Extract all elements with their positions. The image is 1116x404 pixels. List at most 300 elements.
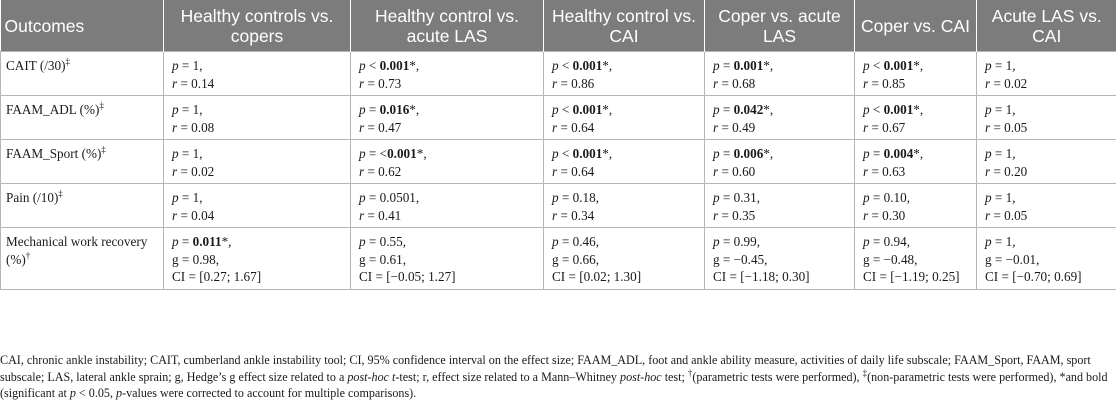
p-symbol: p <box>172 190 179 205</box>
stat-cell <box>977 228 1116 290</box>
p-symbol: p <box>713 102 720 117</box>
test-type-mark: ‡ <box>101 144 106 155</box>
table-row <box>1 52 1116 96</box>
p-symbol: p <box>713 234 720 249</box>
p-symbol: p <box>985 58 992 73</box>
column-header: Healthy controls vs. copers <box>164 0 351 52</box>
p-value-line: p = 1, <box>985 190 1016 205</box>
p-operator: = <box>991 58 1006 73</box>
ci-value: [0.27; 1.67] <box>199 269 262 284</box>
ci-value: [−0.70; 0.69] <box>1012 269 1082 284</box>
r-symbol: r <box>172 75 178 91</box>
p-symbol: p <box>552 102 559 117</box>
stat-cell <box>855 228 977 290</box>
r-value: 0.05 <box>1004 207 1028 223</box>
p-operator: = <box>365 234 380 249</box>
p-value-line: p = 0.10, <box>863 190 910 205</box>
p-symbol: p <box>552 190 559 205</box>
r-symbol: r <box>552 75 558 91</box>
p-value: 1 <box>192 102 200 117</box>
effect-size-line: r = 0.63 <box>863 163 906 179</box>
p-symbol: p <box>985 102 992 117</box>
p-operator: = <box>991 190 1006 205</box>
p-symbol: p <box>172 58 179 73</box>
outcome-cell <box>1 140 164 184</box>
g-value: −0.01 <box>1005 251 1037 267</box>
p-symbol: p <box>172 102 179 117</box>
p-value-line: p = 1, <box>172 58 203 73</box>
stat-cell <box>351 52 544 96</box>
ci-value: [−1.19; 0.25] <box>890 269 960 284</box>
footnote-text: CAI, chronic ankle instability; CAIT, cumberland ankle instability tool; CI, 95% confidence interval on the effect size; FAAM_ADL, foot and ankle ability measure, activities of daily life subscale; FAAM_Sport, FAAM, sport subscale; LAS, lateral ankle sprain; g, Hedge’s g effect size related to a <box>0 353 1091 384</box>
column-header: Acute LAS vs. CAI <box>977 0 1116 52</box>
r-value: 0.30 <box>882 207 906 223</box>
p-value-line: p = 1, <box>985 234 1016 249</box>
significance-mark: * <box>409 58 416 73</box>
effect-size-line: r = 0.14 <box>172 75 215 91</box>
r-symbol: r <box>863 163 869 179</box>
effect-size-line: r = 0.05 <box>985 207 1028 223</box>
r-value: 0.60 <box>732 163 756 179</box>
stat-cell <box>705 96 855 140</box>
ci-value: [−0.05; 1.27] <box>386 269 456 284</box>
footnote-text: test; <box>661 369 688 384</box>
p-operator: = <box>869 234 884 249</box>
p-value: 0.001 <box>572 146 603 161</box>
p-operator: < <box>365 58 380 73</box>
column-header: Coper vs. acute LAS <box>705 0 855 52</box>
p-value: 0.55 <box>379 234 403 249</box>
p-operator: = <box>178 190 193 205</box>
p-value: 0.0501 <box>379 190 416 205</box>
outcome-cell <box>1 96 164 140</box>
footnote-text: post-hoc <box>620 369 662 384</box>
r-value: 0.05 <box>1004 119 1028 135</box>
effect-size-line: g = 0.61, <box>359 251 406 267</box>
p-value: 0.006 <box>733 146 764 161</box>
stat-cell <box>977 52 1116 96</box>
r-value: 0.73 <box>378 75 402 91</box>
effect-size-line: r = 0.20 <box>985 163 1028 179</box>
ci-value: [0.02; 1.30] <box>579 269 642 284</box>
stat-cell <box>544 140 705 184</box>
r-value: 0.68 <box>732 75 756 91</box>
p-symbol: p <box>863 58 870 73</box>
footnote-text: post-hoc t <box>347 369 396 384</box>
footnote-text: and bold (significant at <box>0 369 1108 400</box>
r-symbol: r <box>985 163 991 179</box>
r-value: 0.02 <box>1004 75 1028 91</box>
r-value: 0.02 <box>191 163 215 179</box>
outcome-cell <box>1 184 164 228</box>
r-symbol: r <box>985 119 991 135</box>
significance-mark: * <box>409 102 416 117</box>
p-operator: < <box>869 102 884 117</box>
p-value: 0.042 <box>733 102 764 117</box>
g-value: 0.98 <box>192 251 216 267</box>
significance-mark: * <box>763 146 770 161</box>
g-value: −0.48 <box>883 251 915 267</box>
confidence-interval-line: CI = [0.27; 1.67] <box>172 269 262 284</box>
stat-cell <box>164 228 351 290</box>
p-symbol: p <box>863 102 870 117</box>
p-operator: = <box>719 146 734 161</box>
p-value-line: p = 1, <box>985 58 1016 73</box>
p-symbol: p <box>713 146 720 161</box>
r-symbol: r <box>713 75 719 91</box>
effect-size-line: r = 0.64 <box>552 163 595 179</box>
stat-cell <box>705 228 855 290</box>
p-value-line: p < 0.001*, <box>863 58 924 73</box>
footnote-mark: * <box>1059 369 1066 384</box>
p-value: 0.016 <box>379 102 410 117</box>
p-symbol: p <box>985 146 992 161</box>
effect-size-line: r = 0.08 <box>172 119 215 135</box>
p-value-line: p = 0.46, <box>552 234 599 249</box>
p-symbol: p <box>552 234 559 249</box>
footnote-mark: ‡ <box>862 367 868 378</box>
r-symbol: r <box>863 75 869 91</box>
effect-size-line: r = 0.64 <box>552 119 595 135</box>
r-value: 0.64 <box>571 119 595 135</box>
r-value: 0.63 <box>882 163 906 179</box>
r-value: 0.85 <box>882 75 906 91</box>
r-symbol: r <box>172 163 178 179</box>
p-value: 0.001 <box>379 58 410 73</box>
r-symbol: r <box>172 207 178 223</box>
effect-size-line: r = 0.35 <box>713 207 756 223</box>
p-operator: = < <box>365 146 388 161</box>
significance-mark: * <box>913 58 920 73</box>
r-symbol: r <box>552 119 558 135</box>
r-symbol: r <box>359 75 365 91</box>
p-symbol: p <box>359 190 366 205</box>
r-symbol: r <box>359 207 365 223</box>
footnote-mark: † <box>687 367 693 378</box>
p-value-line: p = 0.31, <box>713 190 760 205</box>
r-value: 0.20 <box>1004 163 1028 179</box>
footnote-text: p <box>69 386 76 400</box>
p-value: 0.004 <box>883 146 914 161</box>
p-value-line: p = 0.016*, <box>359 102 420 117</box>
effect-size-line: r = 0.41 <box>359 207 402 223</box>
r-value: 0.34 <box>571 207 595 223</box>
p-operator: < <box>558 58 573 73</box>
p-value-line: p = 0.011*, <box>172 234 232 249</box>
effect-size-line: r = 0.34 <box>552 207 595 223</box>
p-value-line: p < 0.001*, <box>359 58 420 73</box>
stat-cell <box>544 96 705 140</box>
p-value: 1 <box>1005 58 1013 73</box>
outcome-label: FAAM_Sport (%) <box>6 146 102 161</box>
test-type-mark: ‡ <box>99 100 104 111</box>
footnote-text: (non-parametric tests were performed), <box>867 369 1060 384</box>
p-value-line: p = 0.004*, <box>863 146 924 161</box>
p-value-line: p < 0.001*, <box>552 58 613 73</box>
p-symbol: p <box>359 146 366 161</box>
stat-cell <box>855 184 977 228</box>
r-value: 0.64 <box>571 163 595 179</box>
p-symbol: p <box>359 102 366 117</box>
r-symbol: r <box>713 163 719 179</box>
effect-size-line: r = 0.85 <box>863 75 906 91</box>
confidence-interval-line: CI = [−0.05; 1.27] <box>359 269 456 284</box>
p-operator: = <box>719 102 734 117</box>
effect-size-line: r = 0.05 <box>985 119 1028 135</box>
column-header: Healthy control vs. acute LAS <box>351 0 544 52</box>
table-body <box>1 52 1116 290</box>
p-value-line: p = 0.0501, <box>359 190 420 205</box>
p-value-line: p = 0.18, <box>552 190 599 205</box>
r-symbol: r <box>552 163 558 179</box>
effect-size-line: r = 0.30 <box>863 207 906 223</box>
significance-mark: * <box>913 146 920 161</box>
stat-cell <box>705 184 855 228</box>
g-value: −0.45 <box>733 251 765 267</box>
effect-size-line: r = 0.62 <box>359 163 402 179</box>
stat-cell <box>855 140 977 184</box>
p-operator: < <box>558 146 573 161</box>
effect-size-line: r = 0.86 <box>552 75 595 91</box>
p-value-line: p = 0.001*, <box>713 58 774 73</box>
effect-size-line: r = 0.60 <box>713 163 756 179</box>
stat-cell <box>977 140 1116 184</box>
confidence-interval-line: CI = [−0.70; 0.69] <box>985 269 1082 284</box>
stat-cell <box>164 140 351 184</box>
r-value: 0.49 <box>732 119 756 135</box>
p-operator: = <box>178 102 193 117</box>
effect-size-line: r = 0.67 <box>863 119 906 135</box>
significance-mark: * <box>602 146 609 161</box>
r-value: 0.47 <box>378 119 402 135</box>
effect-size-line: r = 0.49 <box>713 119 756 135</box>
r-symbol: r <box>552 207 558 223</box>
stat-cell <box>351 140 544 184</box>
column-header: Outcomes <box>1 0 164 52</box>
p-value-line: p = 0.94, <box>863 234 910 249</box>
p-value: 1 <box>192 190 200 205</box>
p-symbol: p <box>863 146 870 161</box>
r-value: 0.14 <box>191 75 215 91</box>
p-symbol: p <box>552 146 559 161</box>
effect-size-line: g = −0.01, <box>985 251 1040 267</box>
p-value: 1 <box>192 146 200 161</box>
p-value: 1 <box>1005 146 1013 161</box>
p-value-line: p = 1, <box>985 102 1016 117</box>
table-footnote <box>0 352 1112 402</box>
p-value: 1 <box>1005 190 1013 205</box>
p-value: 0.99 <box>733 234 757 249</box>
p-symbol: p <box>985 190 992 205</box>
p-operator: = <box>365 102 380 117</box>
r-value: 0.62 <box>378 163 402 179</box>
p-value: 0.31 <box>733 190 757 205</box>
significance-mark: * <box>763 58 770 73</box>
effect-size-line: g = 0.98, <box>172 251 219 267</box>
outcome-label: CAIT (/30) <box>6 58 66 73</box>
significance-mark: * <box>913 102 920 117</box>
r-symbol: r <box>985 75 991 91</box>
p-operator: = <box>719 190 734 205</box>
effect-size-line: r = 0.47 <box>359 119 402 135</box>
p-value-line: p < 0.001*, <box>552 146 613 161</box>
footnote-text: (parametric tests were performed), <box>692 369 863 384</box>
effect-size-line: r = 0.04 <box>172 207 215 223</box>
stat-cell <box>164 96 351 140</box>
p-value: 1 <box>192 58 200 73</box>
stat-cell <box>544 184 705 228</box>
column-header: Healthy control vs. CAI <box>544 0 705 52</box>
confidence-interval-line: CI = [−1.18; 0.30] <box>713 269 810 284</box>
stat-cell <box>351 184 544 228</box>
table-header-row <box>1 0 1116 52</box>
p-value: 0.46 <box>572 234 596 249</box>
r-symbol: r <box>359 119 365 135</box>
effect-size-line: r = 0.73 <box>359 75 402 91</box>
p-symbol: p <box>359 58 366 73</box>
stat-cell <box>164 52 351 96</box>
p-value: 0.001 <box>572 102 603 117</box>
stat-cell <box>705 140 855 184</box>
p-operator: = <box>178 234 193 249</box>
outcome-label: Pain (/10) <box>6 190 59 205</box>
p-symbol: p <box>713 190 720 205</box>
significance-mark: * <box>602 102 609 117</box>
stat-cell <box>351 96 544 140</box>
stat-cell <box>705 52 855 96</box>
p-value: 0.001 <box>883 102 914 117</box>
p-value: 1 <box>1005 102 1013 117</box>
p-operator: = <box>991 146 1006 161</box>
p-symbol: p <box>985 234 992 249</box>
outcome-label: FAAM_ADL (%) <box>6 102 100 117</box>
test-type-mark: ‡ <box>58 188 63 199</box>
outcome-label: Mechanical work recovery (%) <box>6 234 148 267</box>
outcome-cell <box>1 52 164 96</box>
p-operator: < <box>869 58 884 73</box>
p-symbol: p <box>863 190 870 205</box>
p-operator: = <box>869 146 884 161</box>
table-row <box>1 184 1116 228</box>
p-operator: = <box>558 190 573 205</box>
p-value-line: p = 1, <box>172 146 203 161</box>
column-header: Coper vs. CAI <box>855 0 977 52</box>
significance-mark: * <box>221 234 229 249</box>
p-symbol: p <box>552 58 559 73</box>
p-symbol: p <box>863 234 870 249</box>
p-symbol: p <box>359 234 366 249</box>
p-operator: = <box>365 190 380 205</box>
footnote-text: -values were corrected to account for multiple comparisons). <box>122 386 417 400</box>
p-value-line: p = 1, <box>985 146 1016 161</box>
effect-size-line: g = 0.66, <box>552 251 599 267</box>
ci-value: [−1.18; 0.30] <box>740 269 810 284</box>
p-value-line: p = 1, <box>172 190 203 205</box>
r-symbol: r <box>172 119 178 135</box>
confidence-interval-line: CI = [0.02; 1.30] <box>552 269 642 284</box>
p-value-line: p = <0.001*, <box>359 146 427 161</box>
stat-cell <box>977 96 1116 140</box>
g-value: 0.66 <box>572 251 596 267</box>
p-value-line: p = 0.99, <box>713 234 760 249</box>
p-value: 0.001 <box>733 58 764 73</box>
table-row <box>1 140 1116 184</box>
p-operator: = <box>869 190 884 205</box>
p-operator: = <box>719 234 734 249</box>
footnote-text: < 0.05, <box>75 386 116 400</box>
footnote-text: p <box>116 386 123 400</box>
p-value: 0.001 <box>883 58 914 73</box>
stat-cell <box>855 52 977 96</box>
significance-mark: * <box>602 58 609 73</box>
p-value: 0.94 <box>883 234 907 249</box>
stat-cell <box>855 96 977 140</box>
test-type-mark: † <box>25 250 31 261</box>
p-value: 0.001 <box>572 58 603 73</box>
r-symbol: r <box>359 163 365 179</box>
outcome-cell <box>1 228 164 290</box>
p-value-line: p < 0.001*, <box>863 102 924 117</box>
p-value-line: p = 0.006*, <box>713 146 774 161</box>
p-operator: = <box>991 102 1006 117</box>
footnote-text: -test; r, effect size related to a Mann–Whitney <box>395 369 621 384</box>
effect-size-line: r = 0.02 <box>985 75 1028 91</box>
effect-size-line: r = 0.68 <box>713 75 756 91</box>
r-value: 0.04 <box>191 207 215 223</box>
significance-mark: * <box>416 146 424 161</box>
effect-size-line: g = −0.45, <box>713 251 768 267</box>
effect-size-line: r = 0.02 <box>172 163 215 179</box>
confidence-interval-line: CI = [−1.19; 0.25] <box>863 269 960 284</box>
p-value-line: p = 0.55, <box>359 234 406 249</box>
p-symbol: p <box>172 234 179 249</box>
r-symbol: r <box>863 207 869 223</box>
p-operator: = <box>991 234 1006 249</box>
stat-cell <box>544 228 705 290</box>
p-operator: = <box>178 146 193 161</box>
r-value: 0.67 <box>882 119 906 135</box>
table-row <box>1 228 1116 290</box>
p-value-line: p = 1, <box>172 102 203 117</box>
table-row <box>1 96 1116 140</box>
g-value: 0.61 <box>379 251 403 267</box>
stat-cell <box>544 52 705 96</box>
effect-size-line: g = −0.48, <box>863 251 918 267</box>
p-value: 1 <box>1005 234 1013 249</box>
p-symbol: p <box>172 146 179 161</box>
r-symbol: r <box>713 119 719 135</box>
p-operator: = <box>558 234 573 249</box>
test-type-mark: ‡ <box>65 56 70 67</box>
stat-cell <box>164 184 351 228</box>
r-value: 0.35 <box>732 207 756 223</box>
r-value: 0.41 <box>378 207 402 223</box>
p-operator: < <box>558 102 573 117</box>
r-symbol: r <box>863 119 869 135</box>
p-value-line: p < 0.001*, <box>552 102 613 117</box>
p-value: 0.10 <box>883 190 907 205</box>
r-symbol: r <box>713 207 719 223</box>
r-symbol: r <box>985 207 991 223</box>
p-value-line: p = 0.042*, <box>713 102 774 117</box>
p-value: 0.18 <box>572 190 596 205</box>
p-operator: = <box>719 58 734 73</box>
p-value: 0.011 <box>192 234 222 249</box>
p-value: 0.001 <box>387 146 417 161</box>
r-value: 0.86 <box>571 75 595 91</box>
stat-cell <box>351 228 544 290</box>
r-value: 0.08 <box>191 119 215 135</box>
